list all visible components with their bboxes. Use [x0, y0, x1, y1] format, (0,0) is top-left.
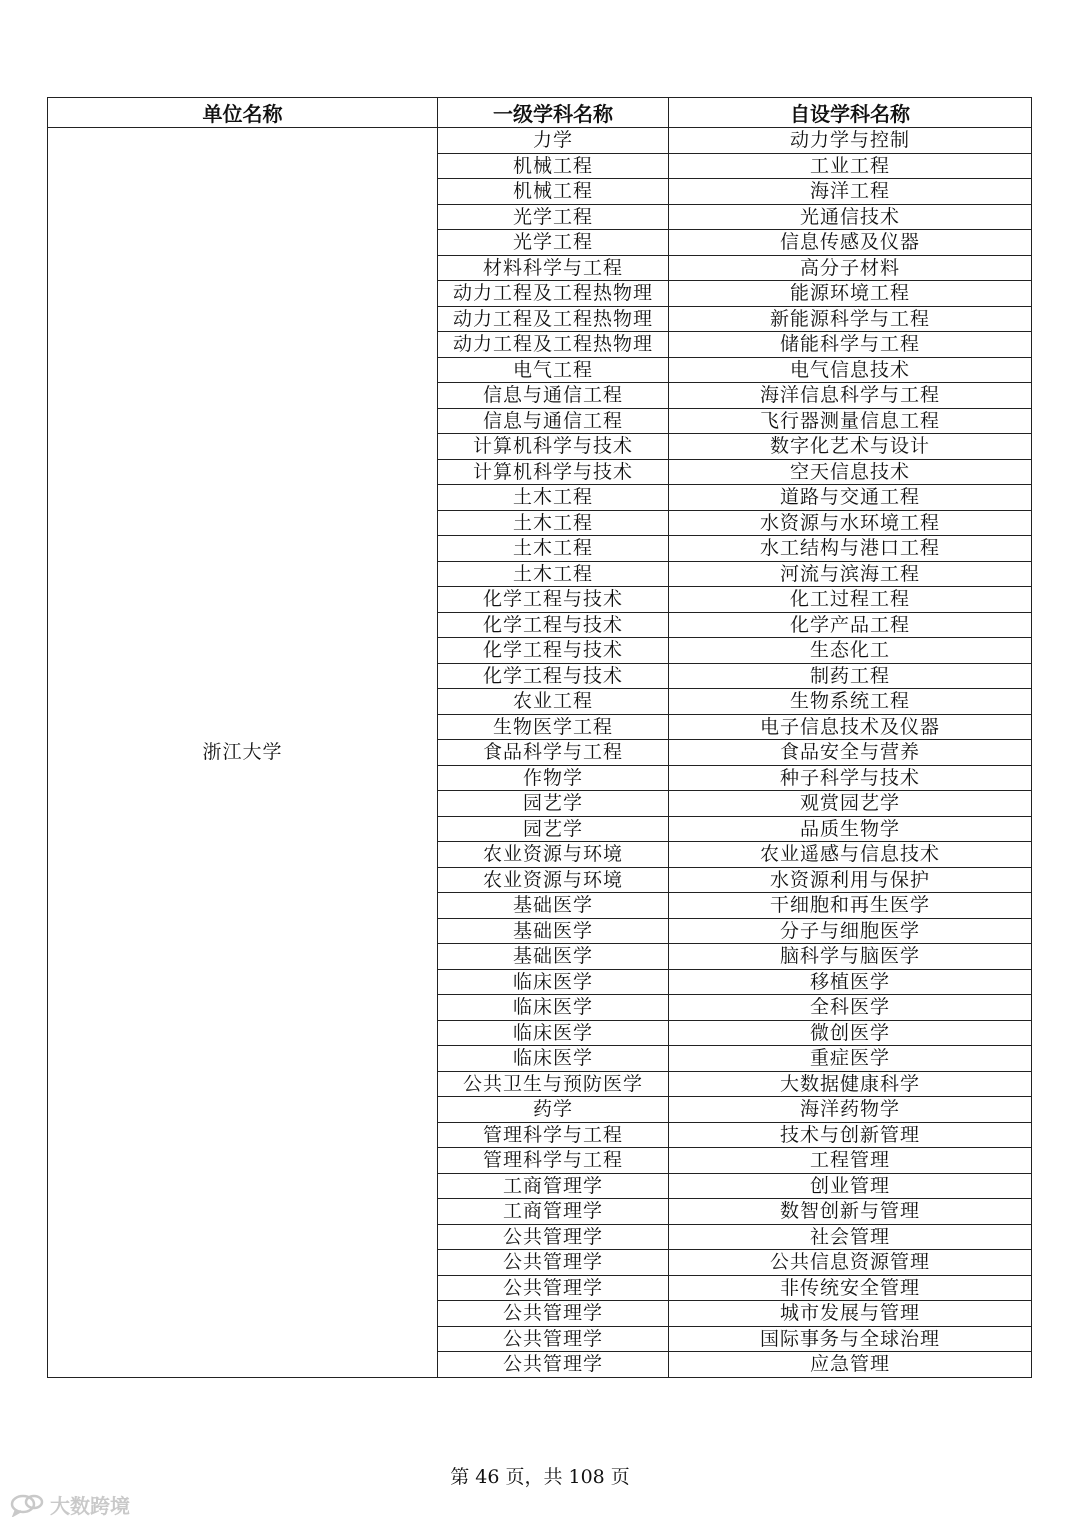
first-level-discipline-cell: 公共卫生与预防医学: [438, 1071, 669, 1097]
first-level-discipline-cell: 信息与通信工程: [438, 383, 669, 409]
self-set-discipline-cell: 技术与创新管理: [669, 1122, 1032, 1148]
self-set-discipline-cell: 光通信技术: [669, 204, 1032, 230]
self-set-discipline-cell: 种子科学与技术: [669, 765, 1032, 791]
first-level-discipline-cell: 信息与通信工程: [438, 408, 669, 434]
first-level-discipline-cell: 工商管理学: [438, 1173, 669, 1199]
self-set-discipline-cell: 应急管理: [669, 1352, 1032, 1378]
first-level-discipline-cell: 公共管理学: [438, 1275, 669, 1301]
first-level-discipline-cell: 食品科学与工程: [438, 740, 669, 766]
self-set-discipline-cell: 全科医学: [669, 995, 1032, 1021]
first-level-discipline-cell: 临床医学: [438, 1020, 669, 1046]
first-level-discipline-cell: 化学工程与技术: [438, 587, 669, 613]
self-set-discipline-cell: 脑科学与脑医学: [669, 944, 1032, 970]
first-level-discipline-cell: 公共管理学: [438, 1224, 669, 1250]
self-set-discipline-cell: 海洋信息科学与工程: [669, 383, 1032, 409]
page-number: 第 46 页，共 108 页: [450, 1466, 630, 1488]
first-level-discipline-cell: 公共管理学: [438, 1352, 669, 1378]
first-level-discipline-cell: 动力工程及工程热物理: [438, 281, 669, 307]
self-set-discipline-cell: 大数据健康科学: [669, 1071, 1032, 1097]
self-set-discipline-cell: 电子信息技术及仪器: [669, 714, 1032, 740]
table-header-row: [48, 98, 1032, 128]
first-level-discipline-cell: 光学工程: [438, 204, 669, 230]
self-set-discipline-cell: 飞行器测量信息工程: [669, 408, 1032, 434]
self-set-discipline-cell: 社会管理: [669, 1224, 1032, 1250]
first-level-discipline-cell: 临床医学: [438, 995, 669, 1021]
first-level-discipline-cell: 土木工程: [438, 485, 669, 511]
header-self-set-discipline: 自设学科名称: [669, 98, 1032, 128]
first-level-discipline-cell: 土木工程: [438, 510, 669, 536]
first-level-discipline-cell: 生物医学工程: [438, 714, 669, 740]
first-level-discipline-cell: 土木工程: [438, 536, 669, 562]
self-set-discipline-cell: 食品安全与营养: [669, 740, 1032, 766]
self-set-discipline-cell: 海洋工程: [669, 179, 1032, 205]
self-set-discipline-cell: 公共信息资源管理: [669, 1250, 1032, 1276]
first-level-discipline-cell: 公共管理学: [438, 1301, 669, 1327]
self-set-discipline-cell: 创业管理: [669, 1173, 1032, 1199]
first-level-discipline-cell: 基础医学: [438, 918, 669, 944]
self-set-discipline-cell: 工业工程: [669, 153, 1032, 179]
first-level-discipline-cell: 作物学: [438, 765, 669, 791]
self-set-discipline-cell: 海洋药物学: [669, 1097, 1032, 1123]
first-level-discipline-cell: 化学工程与技术: [438, 638, 669, 664]
first-level-discipline-cell: 电气工程: [438, 357, 669, 383]
first-level-discipline-cell: 园艺学: [438, 816, 669, 842]
first-level-discipline-cell: 化学工程与技术: [438, 612, 669, 638]
unit-name-cell: 浙江大学: [48, 128, 438, 1378]
first-level-discipline-cell: 公共管理学: [438, 1326, 669, 1352]
self-set-discipline-cell: 水工结构与港口工程: [669, 536, 1032, 562]
first-level-discipline-cell: 园艺学: [438, 791, 669, 817]
first-level-discipline-cell: 农业工程: [438, 689, 669, 715]
self-set-discipline-cell: 新能源科学与工程: [669, 306, 1032, 332]
first-level-discipline-cell: 农业资源与环境: [438, 842, 669, 868]
self-set-discipline-cell: 高分子材料: [669, 255, 1032, 281]
header-first-level-discipline: 一级学科名称: [438, 98, 669, 128]
watermark: [10, 1490, 130, 1519]
first-level-discipline-cell: 土木工程: [438, 561, 669, 587]
self-set-discipline-cell: 微创医学: [669, 1020, 1032, 1046]
self-set-discipline-cell: 储能科学与工程: [669, 332, 1032, 358]
self-set-discipline-cell: 分子与细胞医学: [669, 918, 1032, 944]
self-set-discipline-cell: 制药工程: [669, 663, 1032, 689]
first-level-discipline-cell: 管理科学与工程: [438, 1148, 669, 1174]
table-body: [48, 128, 1032, 1378]
first-level-discipline-cell: 公共管理学: [438, 1250, 669, 1276]
first-level-discipline-cell: 基础医学: [438, 893, 669, 919]
self-set-discipline-cell: 城市发展与管理: [669, 1301, 1032, 1327]
self-set-discipline-cell: 数字化艺术与设计: [669, 434, 1032, 460]
self-set-discipline-cell: 国际事务与全球治理: [669, 1326, 1032, 1352]
chat-bubble-logo-icon: [10, 1493, 44, 1517]
self-set-discipline-cell: 品质生物学: [669, 816, 1032, 842]
first-level-discipline-cell: 动力工程及工程热物理: [438, 306, 669, 332]
first-level-discipline-cell: 化学工程与技术: [438, 663, 669, 689]
self-set-discipline-cell: 化工过程工程: [669, 587, 1032, 613]
self-set-discipline-cell: 非传统安全管理: [669, 1275, 1032, 1301]
self-set-discipline-cell: 重症医学: [669, 1046, 1032, 1072]
self-set-discipline-cell: 生物系统工程: [669, 689, 1032, 715]
self-set-discipline-cell: 化学产品工程: [669, 612, 1032, 638]
self-set-discipline-cell: 电气信息技术: [669, 357, 1032, 383]
first-level-discipline-cell: 动力工程及工程热物理: [438, 332, 669, 358]
discipline-table: [47, 97, 1032, 1378]
self-set-discipline-cell: 工程管理: [669, 1148, 1032, 1174]
first-level-discipline-cell: 光学工程: [438, 230, 669, 256]
first-level-discipline-cell: 计算机科学与技术: [438, 459, 669, 485]
header-unit-name: 单位名称: [48, 98, 438, 128]
self-set-discipline-cell: 空天信息技术: [669, 459, 1032, 485]
first-level-discipline-cell: 农业资源与环境: [438, 867, 669, 893]
self-set-discipline-cell: 移植医学: [669, 969, 1032, 995]
first-level-discipline-cell: 临床医学: [438, 1046, 669, 1072]
self-set-discipline-cell: 数智创新与管理: [669, 1199, 1032, 1225]
self-set-discipline-cell: 水资源利用与保护: [669, 867, 1032, 893]
first-level-discipline-cell: 机械工程: [438, 153, 669, 179]
self-set-discipline-cell: 动力学与控制: [669, 128, 1032, 154]
first-level-discipline-cell: 工商管理学: [438, 1199, 669, 1225]
first-level-discipline-cell: 材料科学与工程: [438, 255, 669, 281]
first-level-discipline-cell: 药学: [438, 1097, 669, 1123]
first-level-discipline-cell: 临床医学: [438, 969, 669, 995]
watermark-text: 大数跨境: [50, 1494, 130, 1518]
self-set-discipline-cell: 观赏园艺学: [669, 791, 1032, 817]
self-set-discipline-cell: 信息传感及仪器: [669, 230, 1032, 256]
self-set-discipline-cell: 农业遥感与信息技术: [669, 842, 1032, 868]
table-row: [48, 128, 1032, 154]
first-level-discipline-cell: 力学: [438, 128, 669, 154]
first-level-discipline-cell: 基础医学: [438, 944, 669, 970]
self-set-discipline-cell: 生态化工: [669, 638, 1032, 664]
self-set-discipline-cell: 河流与滨海工程: [669, 561, 1032, 587]
self-set-discipline-cell: 能源环境工程: [669, 281, 1032, 307]
self-set-discipline-cell: 干细胞和再生医学: [669, 893, 1032, 919]
self-set-discipline-cell: 道路与交通工程: [669, 485, 1032, 511]
self-set-discipline-cell: 水资源与水环境工程: [669, 510, 1032, 536]
first-level-discipline-cell: 计算机科学与技术: [438, 434, 669, 460]
first-level-discipline-cell: 机械工程: [438, 179, 669, 205]
first-level-discipline-cell: 管理科学与工程: [438, 1122, 669, 1148]
